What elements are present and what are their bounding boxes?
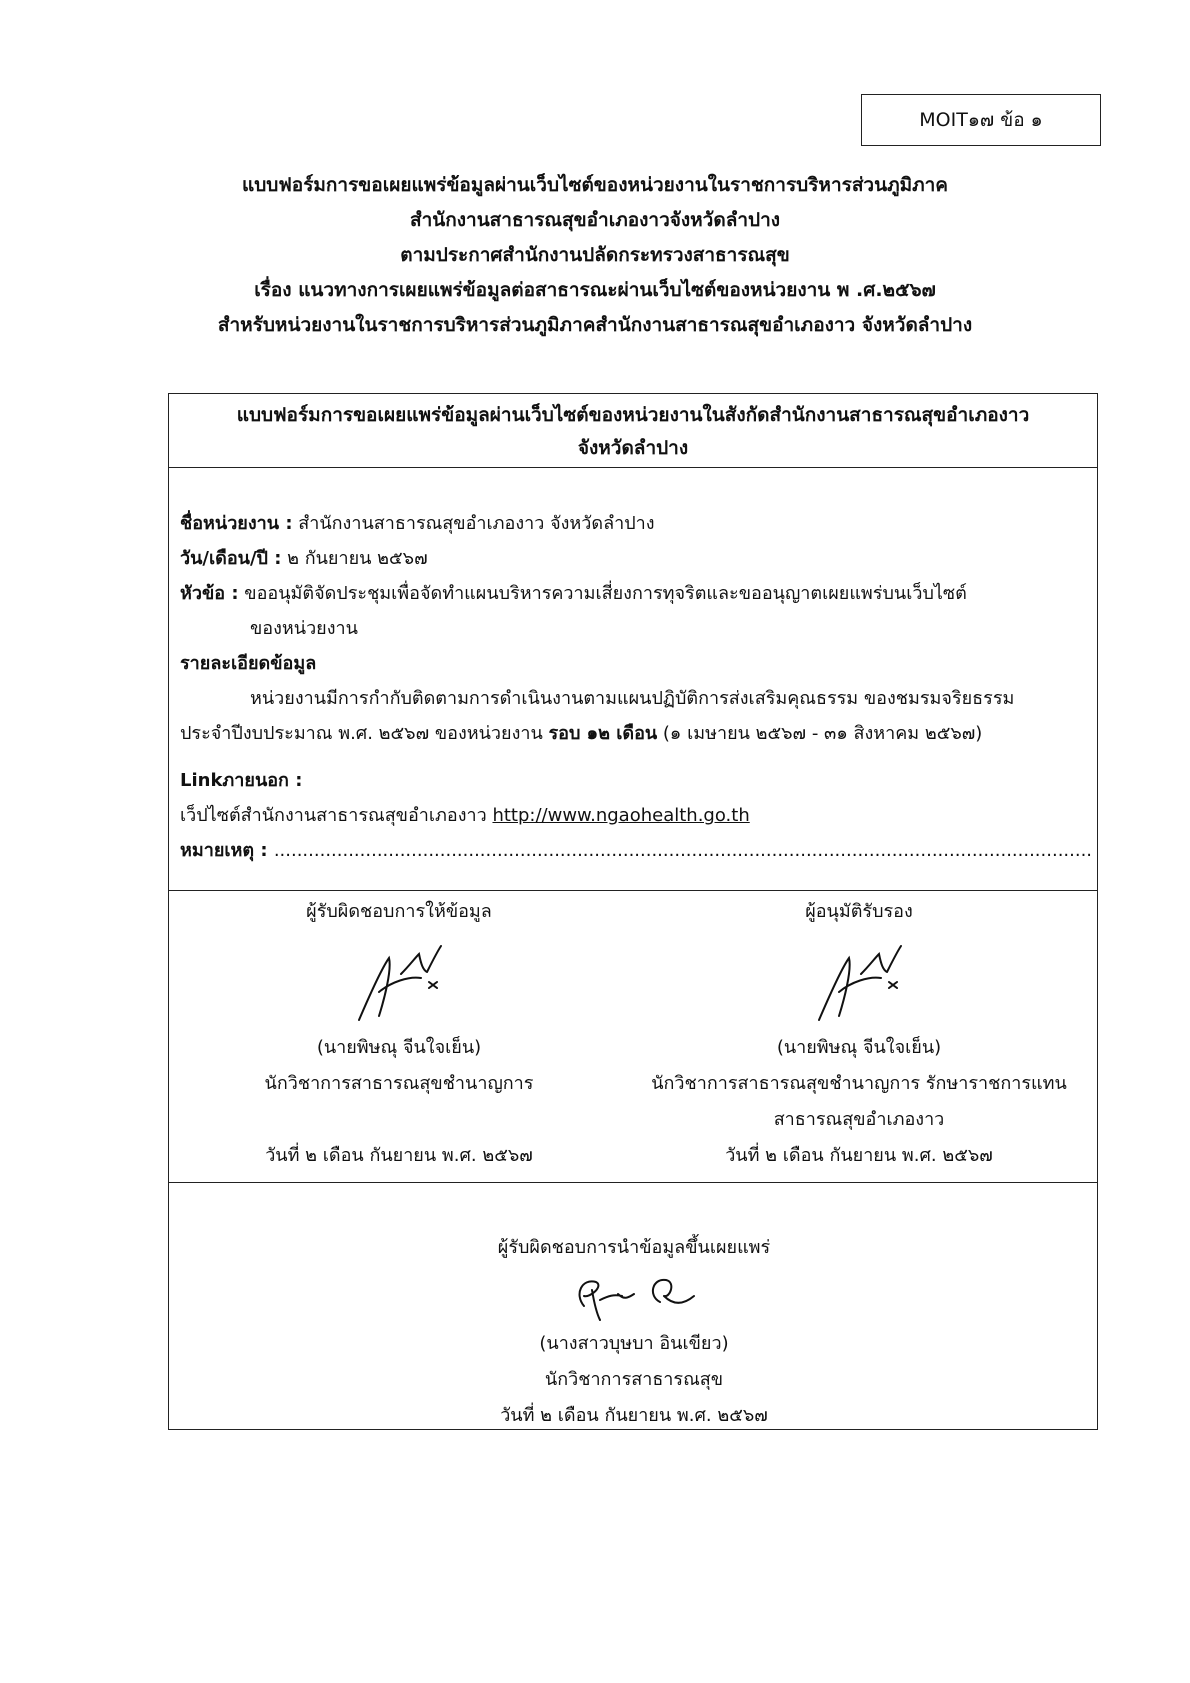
left-position: นักวิชาการสาธารณสุขชำนาญการ xyxy=(264,1073,534,1094)
detail-line-1: หน่วยงานมีการกำกับติดตามการดำเนินงานตามแผนปฏิบัติการส่งเสริมคุณธรรม ของชมรมจริยธรรม xyxy=(250,688,1015,709)
signature-bottom xyxy=(544,1266,724,1326)
link-prefix: เว็ปไซต์สำนักงานสาธารณสุขอำเภองาว xyxy=(180,805,493,826)
topic-value-line-1: ขออนุมัติจัดประชุมเพื่อจัดทำแผนบริหารความเสี่ยงการทุจริตและขออนุญาตเผยแพร่บนเว็บไซต์ xyxy=(238,583,967,604)
bottom-date: วันที่ ๒ เดือน กันยายน พ.ศ. ๒๕๖๗ xyxy=(500,1405,768,1426)
note-row xyxy=(180,833,1093,868)
right-role: ผู้อนุมัติรับรอง xyxy=(805,901,913,922)
detail-line-2 xyxy=(180,716,1085,751)
topic-value-line-2: ของหน่วยงาน xyxy=(250,618,358,639)
right-date: วันที่ ๒ เดือน กันยายน พ.ศ. ๒๕๖๗ xyxy=(725,1145,993,1166)
reference-box xyxy=(861,94,1101,146)
form-title xyxy=(169,394,1097,468)
section-divider-2 xyxy=(169,1182,1097,1183)
bottom-name: (นางสาวบุษบา อินเขียว) xyxy=(539,1333,729,1354)
link-label: Linkภายนอก : xyxy=(180,770,303,791)
note-label: หมายเหตุ : xyxy=(180,840,274,861)
reference-code: MOIT๑๗ ข้อ ๑ xyxy=(919,109,1043,131)
header-line-4: เรื่อง แนวทางการเผยแพร่ข้อมูลต่อสาธารณะผ่านเว็บไซต์ของหน่วยงาน พ .ศ.๒๕๖๗ xyxy=(254,279,936,301)
agency-row xyxy=(180,506,1085,541)
signature-right xyxy=(789,930,929,1030)
detail-row xyxy=(180,646,1085,681)
right-position-line-1: นักวิชาการสาธารณสุขชำนาญการ รักษาราชการแทน xyxy=(651,1073,1067,1094)
left-role: ผู้รับผิดชอบการให้ข้อมูล xyxy=(306,901,492,922)
right-position-line-2: สาธารณสุขอำเภองาว xyxy=(773,1109,945,1130)
header-line-5: สำหรับหน่วยงานในราชการบริหารส่วนภูมิภาคสำนักงานสาธารณสุขอำเภองาว จังหวัดลำปาง xyxy=(217,314,973,336)
detail-line-2-text: ประจำปีงบประมาณ พ.ศ. ๒๕๖๗ ของหน่วยงาน xyxy=(180,723,549,744)
date-label: วัน/เดือน/ปี : xyxy=(180,548,282,569)
link-row xyxy=(180,763,1085,798)
topic-row xyxy=(180,576,1085,611)
form-table xyxy=(168,393,1098,1430)
detail-paragraph xyxy=(180,681,1085,751)
website-link[interactable]: http://www.ngaohealth.go.th xyxy=(492,805,750,826)
agency-value: สำนักงานสาธารณสุขอำเภองาว จังหวัดลำปาง xyxy=(292,513,655,534)
form-details xyxy=(180,506,1093,868)
signature-block-left xyxy=(219,894,579,1174)
bottom-role: ผู้รับผิดชอบการนำข้อมูลขึ้นเผยแพร่ xyxy=(497,1237,771,1258)
topic-label: หัวข้อ : xyxy=(180,583,239,604)
form-title-line-2: จังหวัดลำปาง xyxy=(577,437,689,459)
note-dots: ............................................................................................................................................... xyxy=(273,840,1093,861)
agency-label: ชื่อหน่วยงาน : xyxy=(180,513,293,534)
signature-block-bottom xyxy=(399,1230,869,1434)
form-title-line-1: แบบฟอร์มการขอเผยแพร่ข้อมูลผ่านเว็บไซต์ของหน่วยงานในสังกัดสำนักงานสาธารณสุขอำเภองาว xyxy=(236,404,1030,426)
section-divider-1 xyxy=(169,890,1097,891)
detail-date-range: (๑ เมษายน ๒๕๖๗ - ๓๑ สิงหาคม ๒๕๖๗) xyxy=(657,723,983,744)
detail-period: รอบ ๑๒ เดือน xyxy=(548,723,658,744)
date-value: ๒ กันยายน ๒๕๖๗ xyxy=(281,548,428,569)
bottom-position: นักวิชาการสาธารณสุข xyxy=(544,1369,724,1390)
left-date: วันที่ ๒ เดือน กันยายน พ.ศ. ๒๕๖๗ xyxy=(265,1145,533,1166)
detail-label: รายละเอียดข้อมูล xyxy=(180,653,317,674)
header-line-1: แบบฟอร์มการขอเผยแพร่ข้อมูลผ่านเว็บไซต์ของหน่วยงานในราชการบริหารส่วนภูมิภาค xyxy=(241,174,949,196)
date-row xyxy=(180,541,1085,576)
signature-left xyxy=(329,930,469,1030)
signature-block-right xyxy=(629,894,1089,1174)
right-name: (นายพิษณุ จีนใจเย็น) xyxy=(776,1037,942,1058)
header-line-2: สำนักงานสาธารณสุขอำเภองาวจังหวัดลำปาง xyxy=(409,209,781,231)
header-line-3: ตามประกาศสำนักงานปลัดกระทรวงสาธารณสุข xyxy=(400,244,790,266)
document-header xyxy=(120,168,1070,343)
link-line xyxy=(180,798,1085,833)
left-name: (นายพิษณุ จีนใจเย็น) xyxy=(316,1037,482,1058)
